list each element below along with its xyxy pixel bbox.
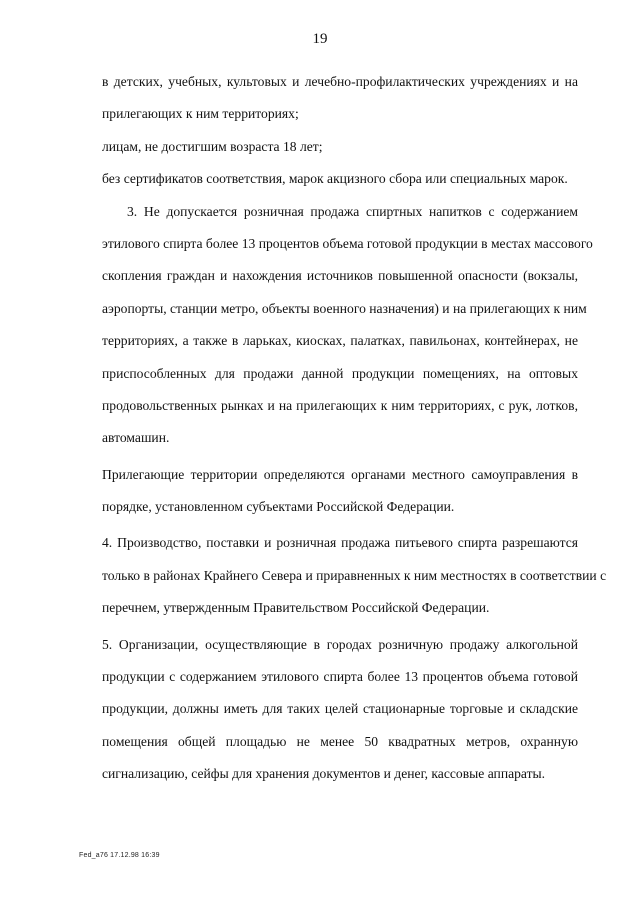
text-line: скопления граждан и нахождения источников повышенной опасности (вокзалы, <box>102 268 578 284</box>
text-line: аэропорты, станции метро, объекты военного назначения) и на прилегающих к ним <box>102 300 587 316</box>
text-line: территориях, а также в ларьках, киосках, палатках, павильонах, контейнерах, не <box>102 333 578 349</box>
text-line: продовольственных рынках и на прилегающих к ним территориях, с рук, лотков, <box>102 397 578 413</box>
text-line: перечнем, утвержденным Правительством Российской Федерации. <box>102 600 490 616</box>
text-line: прилегающих к ним территориях; <box>102 106 299 122</box>
text-line: автомашин. <box>102 430 170 446</box>
text-line: в детских, учебных, культовых и лечебно-профилактических учреждениях и на <box>102 74 578 89</box>
text-line: лицам, не достигшим возраста 18 лет; <box>102 138 323 154</box>
text-line: без сертификатов соответствия, марок акцизного сбора или специальных марок. <box>102 171 568 187</box>
text-line: 5. Организации, осуществляющие в городах розничную продажу алкогольной <box>102 636 578 652</box>
text-line: 4. Производство, поставки и розничная продажа питьевого спирта разрешаются <box>102 535 578 551</box>
text-line: только в районах Крайнего Севера и приравненных к ним местностях в соответствии с <box>102 567 607 583</box>
text-line: продукции, должны иметь для таких целей стационарные торговые и складские <box>102 701 578 717</box>
text-line: приспособленных для продажи данной продукции помещениях, на оптовых <box>102 365 578 381</box>
text-line: этилового спирта более 13 процентов объема готовой продукции в местах массового <box>102 235 593 251</box>
text-line: помещения общей площадью не менее 50 квадратных метров, охранную <box>102 733 578 749</box>
document-body <box>102 66 607 791</box>
text-line: 3. Не допускается розничная продажа спиртных напитков с содержанием <box>127 203 578 219</box>
text-line: продукции с содержанием этилового спирта более 13 процентов объема готовой <box>102 669 578 685</box>
text-line: сигнализацию, сейфы для хранения документов и денег, кассовые аппараты. <box>102 766 546 782</box>
text-line: Прилегающие территории определяются органами местного самоуправления в <box>102 466 578 482</box>
page-number: 19 <box>312 31 328 47</box>
text-line: порядке, установленном субъектами Российской Федерации. <box>102 499 455 515</box>
footer-stamp: Fed_a76 17.12.98 16:39 <box>79 852 160 859</box>
